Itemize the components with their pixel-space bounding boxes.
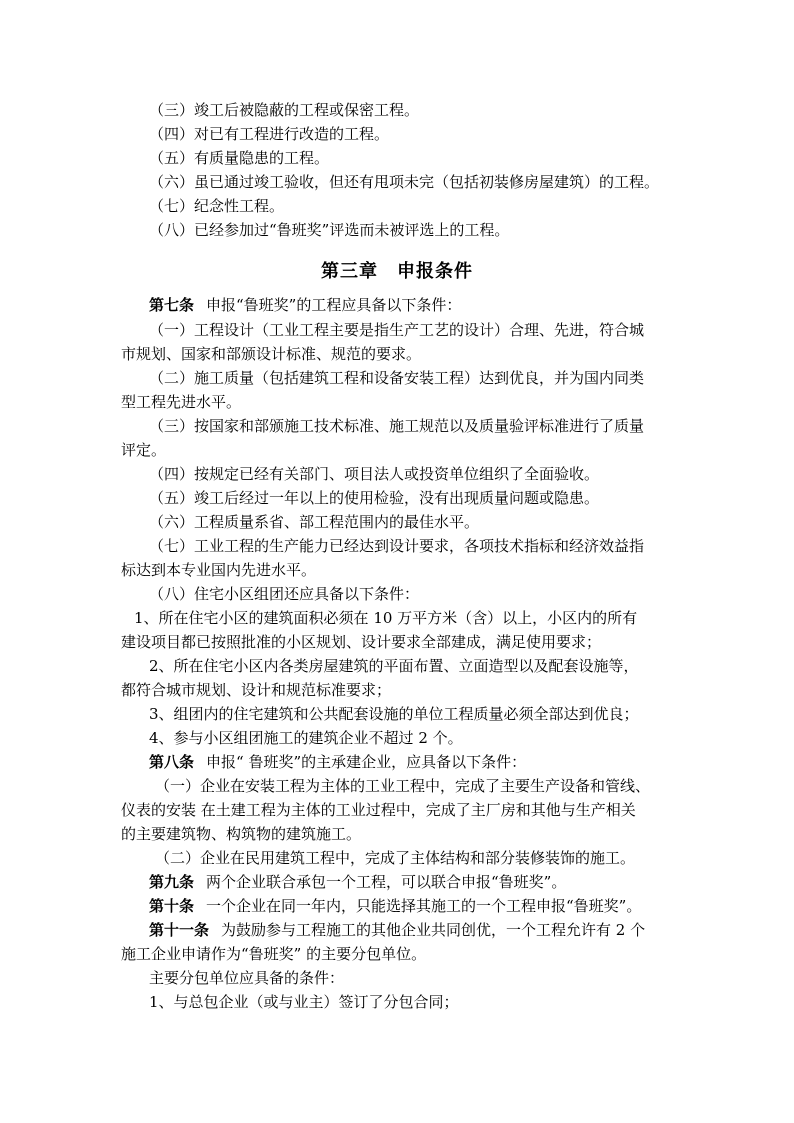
paragraph-line: （六）虽已通过竣工验收，但还有甩项未完（包括初装修房屋建筑）的工程。: [149, 173, 660, 191]
paragraph-line: 建设项目都已按照批准的小区规划、设计要求全部建成，满足使用要求；: [121, 633, 602, 651]
article-number: 第八条: [149, 753, 195, 771]
paragraph-line: （四）对已有工程进行改造的工程。: [149, 125, 390, 143]
paragraph-line: （八）住宅小区组团还应具备以下条件：: [149, 585, 420, 603]
paragraph-line: 3、组团内的住宅建筑和公共配套设施的单位工程质量必须全部达到优良；: [149, 705, 639, 723]
article-line: [149, 918, 689, 942]
paragraph-line: （四）按规定已经有关部门、项目法人或投资单位组织了全面验收。: [149, 465, 600, 483]
article-line: [149, 894, 689, 918]
paragraph-line: 4、参与小区组团施工的建筑企业不超过 2 个。: [149, 729, 463, 747]
paragraph-line: （二）施工质量（包括建筑工程和设备安装工程）达到优良，并为国内同类: [149, 369, 645, 387]
paragraph-line: （三）按国家和部颁施工技术标准、施工规范以及质量验评标准进行了质量: [149, 417, 645, 435]
article-text: 申报“鲁班奖”的工程应具备以下条件：: [206, 296, 462, 314]
paragraph-line: 型工程先进水平。: [121, 393, 242, 411]
article-text: 一个企业在同一年内，只能选择其施工的一个工程申报“鲁班奖”。: [206, 897, 642, 915]
article-line: [149, 293, 689, 317]
article-text: 为鼓励参与工程施工的其他企业共同创优，一个工程允许有 2 个: [221, 921, 646, 939]
paragraph-line: 都符合城市规划、设计和规范标准要求；: [121, 681, 392, 699]
paragraph-line: 1、与总包企业（或与业主）签订了分包合同；: [149, 993, 459, 1011]
paragraph-line: 评定。: [121, 441, 167, 459]
paragraph-line: 施工企业申请作为“鲁班奖” 的主要分包单位。: [121, 945, 427, 963]
chapter-heading: 第三章 申报条件: [321, 261, 473, 282]
paragraph-line: 仪表的安装 在土建工程为主体的工业过程中，完成了主厂房和其他与生产相关: [121, 801, 636, 819]
paragraph-line: 的主要建筑物、构筑物的建筑施工。: [121, 825, 362, 843]
article-number: 第七条: [149, 296, 195, 314]
paragraph-line: （八）已经参加过“鲁班奖”评选而未被评选上的工程。: [149, 221, 510, 239]
paragraph-line: （七）纪念性工程。: [149, 197, 285, 215]
article-line: [149, 870, 689, 894]
article-line: [149, 750, 689, 774]
paragraph-line: 标达到本专业国内先进水平。: [121, 561, 317, 579]
article-number: 第十条: [149, 897, 195, 915]
paragraph-line: 市规划、国家和部颁设计标准、规范的要求。: [121, 345, 422, 363]
paragraph-line: （三）竣工后被隐蔽的工程或保密工程。: [149, 101, 420, 119]
article-number: 第九条: [149, 873, 195, 891]
article-number: 第十一条: [149, 921, 210, 939]
paragraph-line: （七）工业工程的生产能力已经达到设计要求，各项技术指标和经济效益指: [149, 537, 645, 555]
paragraph-line: （二）企业在民用建筑工程中，完成了主体结构和部分装修装饰的施工。: [155, 849, 636, 867]
paragraph-line: （五）竣工后经过一年以上的使用检验，没有出现质量问题或隐患。: [149, 489, 600, 507]
paragraph-line: （一）企业在安装工程为主体的工业工程中，完成了主要生产设备和管线、: [155, 777, 651, 795]
paragraph-line: 1、所在住宅小区的建筑面积必须在 10 万平方米（含）以上，小区内的所有: [134, 609, 638, 627]
paragraph-line: （六）工程质量系省、部工程范围内的最佳水平。: [149, 513, 480, 531]
paragraph-line: 主要分包单位应具备的条件：: [149, 969, 345, 987]
paragraph-line: （五）有质量隐患的工程。: [149, 149, 330, 167]
article-text: 申报“ 鲁班奖”的主承建企业，应具备以下条件：: [206, 753, 527, 771]
article-text: 两个企业联合承包一个工程，可以联合申报“鲁班奖”。: [206, 873, 567, 891]
paragraph-line: （一）工程设计（工业工程主要是指生产工艺的设计）合理、先进，符合城: [149, 321, 645, 339]
paragraph-line: 2、所在住宅小区内各类房屋建筑的平面布置、立面造型以及配套设施等，: [149, 657, 639, 675]
